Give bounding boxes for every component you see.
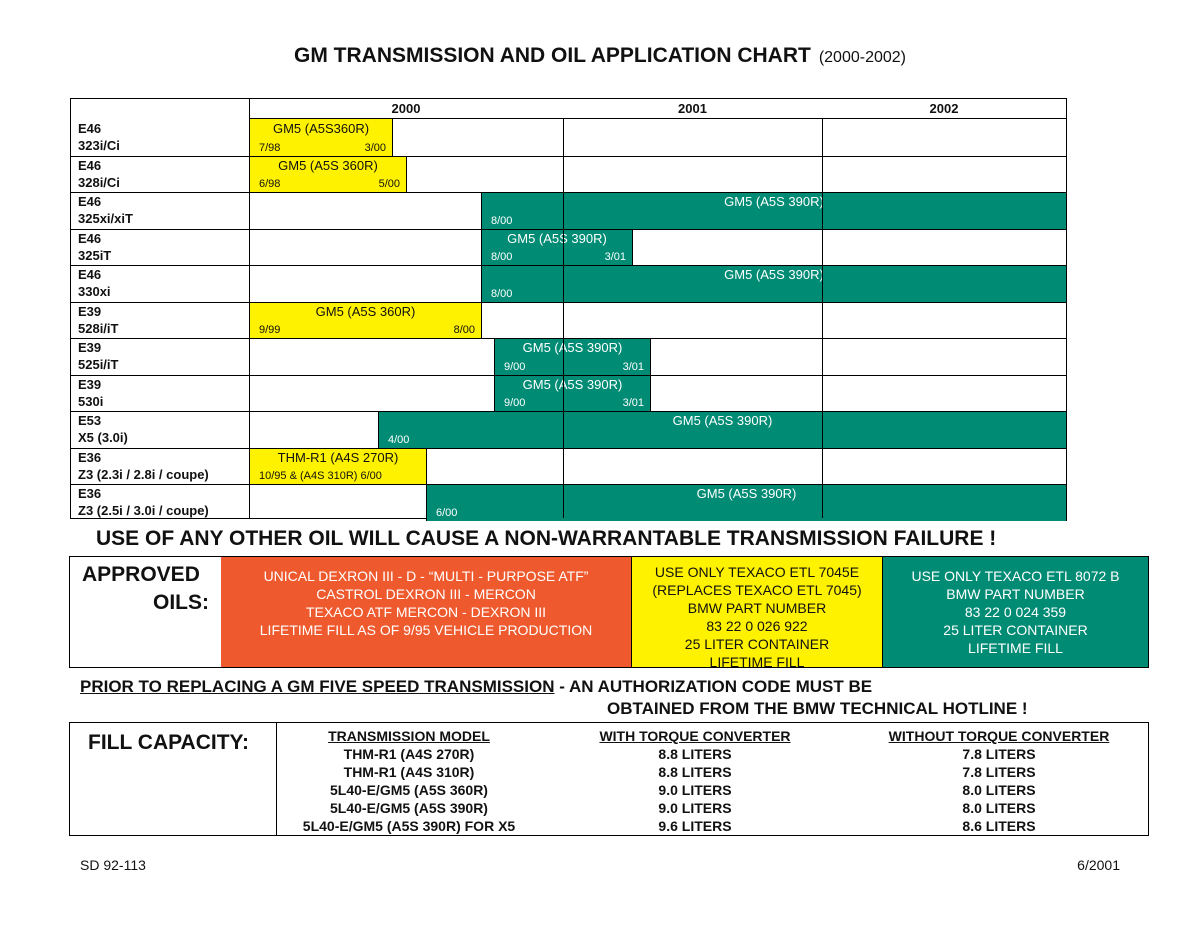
fill-cell: 7.8 LITERS — [962, 746, 1036, 762]
bar-transmission-name: GM5 (A5S 390R) — [507, 230, 607, 246]
bar-start-date: 6/00 — [436, 506, 458, 519]
doc-date: 6/2001 — [1077, 857, 1120, 873]
oil-line: LIFETIME FILL AS OF 9/95 VEHICLE PRODUCTION — [259, 622, 593, 638]
oil-line: LIFETIME FILL — [968, 640, 1063, 656]
fill-column-2 — [542, 727, 848, 835]
fill-capacity-label-cell — [70, 723, 277, 835]
transmission-bar — [249, 448, 427, 485]
fill-column-3 — [848, 727, 1150, 835]
model-code: E46 — [78, 267, 102, 282]
fill-cell: 7.8 LITERS — [962, 764, 1036, 780]
transmission-bar — [249, 156, 407, 193]
fill-cell: THM-R1 (A4S 270R) — [343, 746, 475, 762]
bar-transmission-name: GM5 (A5S 390R) — [724, 267, 824, 282]
bar-start-date: 9/00 — [504, 397, 526, 409]
bar-start-date: 6/98 — [259, 178, 281, 190]
model-code: E46 — [78, 121, 102, 136]
bar-end-date: 8/00 — [453, 324, 475, 336]
model-variant: 325xi/xiT — [78, 211, 133, 226]
fill-cell: THM-R1 (A4S 310R) — [343, 764, 475, 780]
approved-label: APPROVED — [82, 563, 200, 586]
bar-transmission-name: GM5 (A5S 390R) — [672, 413, 773, 428]
application-chart — [70, 98, 1067, 519]
model-variant: 328i/Ci — [78, 174, 120, 190]
row-divider — [71, 484, 1066, 485]
bar-transmission-name: GM5 (A5S 390R) — [522, 340, 623, 355]
row-label — [78, 157, 120, 191]
fill-cell: 9.0 LITERS — [658, 782, 732, 798]
year-header-2001: 2001 — [678, 101, 707, 116]
fill-capacity-label: FILL CAPACITY: — [88, 731, 249, 754]
model-variant: Z3 (2.3i / 2.8i / coupe) — [78, 466, 209, 482]
oil-box-etl-7045e — [631, 557, 883, 670]
oil-line: UNICAL DEXRON III - D - “MULTI - PURPOSE ATF” — [263, 568, 589, 584]
oil-line: BMW PART NUMBER — [946, 586, 1085, 602]
model-code: E53 — [78, 413, 102, 428]
row-divider — [71, 265, 1066, 266]
row-divider — [71, 375, 1066, 376]
bar-start-date: 9/00 — [504, 360, 526, 373]
bar-start-date: 8/00 — [491, 251, 513, 263]
approved-oils-table — [69, 556, 1149, 668]
row-divider — [71, 156, 1066, 157]
row-label — [78, 412, 128, 446]
bar-start-date: 7/98 — [259, 141, 281, 154]
bar-start-date: 4/00 — [388, 433, 410, 446]
transmission-bar — [481, 229, 633, 266]
notice-line-1 — [80, 677, 872, 697]
bar-end-date: 5/00 — [378, 178, 400, 190]
notice-line-2: OBTAINED FROM THE BMW TECHNICAL HOTLINE ! — [607, 699, 1028, 718]
title-years: (2000-2002) — [818, 49, 906, 66]
row-label — [78, 449, 209, 483]
oils-label: OILS: — [153, 591, 209, 614]
bar-transmission-name: GM5 (A5S 390R) — [724, 194, 824, 209]
oil-line: 83 22 0 024 359 — [964, 604, 1067, 620]
fill-cell: 5L40-E/GM5 (A5S 390R) FOR X5 — [302, 818, 516, 834]
bar-end-date: 3/01 — [622, 397, 644, 409]
column-divider — [249, 99, 250, 518]
oil-line: USE ONLY TEXACO ETL 7045E — [654, 564, 860, 580]
transmission-bar — [249, 302, 482, 339]
transmission-bar — [481, 265, 1067, 302]
fill-cell: 8.0 LITERS — [962, 782, 1036, 798]
transmission-bar — [378, 411, 1067, 448]
fill-column-header: WITHOUT TORQUE CONVERTER — [888, 728, 1110, 744]
model-variant: X5 (3.0i) — [78, 430, 128, 445]
oil-line: 25 LITER CONTAINER — [684, 636, 830, 652]
row-label — [78, 376, 103, 410]
bar-transmission-name: GM5 (A5S 360R) — [315, 303, 416, 319]
transmission-bar — [494, 375, 651, 412]
transmission-bar — [426, 484, 1067, 521]
model-code: E46 — [78, 194, 102, 209]
fill-column-header: TRANSMISSION MODEL — [328, 728, 490, 744]
row-label — [78, 339, 118, 373]
year-header-2002: 2002 — [929, 101, 959, 116]
row-label — [78, 120, 120, 154]
fill-cell: 9.0 LITERS — [658, 800, 732, 816]
oil-box-dexron — [221, 557, 631, 667]
approved-oils-label-cell — [70, 557, 222, 667]
fill-cell: 8.8 LITERS — [658, 746, 732, 762]
notice-underlined: PRIOR TO REPLACING A GM FIVE SPEED TRANSMISSION — [80, 677, 555, 696]
model-variant: 330xi — [78, 284, 111, 299]
fill-cell: 8.8 LITERS — [658, 764, 732, 780]
model-variant: 528i/iT — [78, 320, 119, 336]
model-code: E36 — [78, 449, 102, 465]
bar-start-date: 9/99 — [259, 324, 281, 336]
row-divider — [71, 448, 1066, 449]
model-variant: 525i/iT — [78, 357, 119, 372]
model-code: E39 — [78, 376, 102, 392]
column-divider — [563, 119, 564, 518]
row-divider — [71, 411, 1066, 412]
model-variant: 325iT — [78, 247, 112, 263]
bar-transmission-name: GM5 (A5S 360R) — [278, 157, 378, 173]
bar-end-date: 3/01 — [604, 251, 626, 263]
oil-box-etl-8072b — [883, 557, 1148, 667]
model-code: E46 — [78, 157, 102, 173]
oil-line: CASTROL DEXRON III - MERCON — [316, 586, 536, 602]
oil-line: (REPLACES TEXACO ETL 7045) — [652, 582, 862, 598]
fill-column-1 — [276, 727, 542, 835]
transmission-bar — [249, 119, 393, 156]
fill-cell: 9.6 LITERS — [658, 818, 732, 834]
row-divider — [71, 338, 1066, 339]
row-divider — [71, 302, 1066, 303]
model-code: E46 — [78, 230, 102, 246]
oil-line: BMW PART NUMBER — [687, 600, 827, 616]
fill-cell: 5L40-E/GM5 (A5S 360R) — [330, 782, 488, 798]
doc-number: SD 92-113 — [80, 857, 146, 873]
oil-line: TEXACO ATF MERCON - DEXRON III — [305, 604, 547, 620]
year-header-2000: 2000 — [391, 101, 421, 116]
row-label — [78, 266, 111, 300]
row-divider — [71, 192, 1066, 193]
bar-start-date: 8/00 — [491, 214, 513, 227]
model-code: E39 — [78, 340, 102, 355]
notice-rest: - AN AUTHORIZATION CODE MUST BE — [554, 677, 873, 696]
row-label — [78, 485, 209, 519]
oil-line: USE ONLY TEXACO ETL 8072 B — [911, 568, 1120, 584]
transmission-bar — [481, 192, 1067, 229]
bar-start-date: 10/95 & (A4S 310R) 6/00 — [259, 470, 382, 482]
transmission-bar — [494, 338, 651, 375]
page-title — [0, 44, 1200, 68]
fill-cell: 5L40-E/GM5 (A5S 390R) — [330, 800, 488, 816]
fill-column-header: WITH TORQUE CONVERTER — [599, 728, 791, 744]
bar-start-date: 8/00 — [491, 287, 513, 300]
row-label — [78, 193, 133, 227]
oil-line: LIFETIME FILL — [709, 654, 805, 670]
bar-transmission-name: THM-R1 (A4S 270R) — [277, 449, 399, 465]
row-label — [78, 230, 111, 264]
row-divider — [71, 229, 1066, 230]
fill-capacity-table — [69, 722, 1149, 836]
model-code: E36 — [78, 486, 102, 501]
model-variant: Z3 (2.5i / 3.0i / coupe) — [78, 503, 209, 518]
model-variant: 323i/Ci — [78, 138, 120, 153]
bar-transmission-name: GM5 (A5S 390R) — [522, 376, 623, 392]
row-label — [78, 303, 118, 337]
model-code: E39 — [78, 303, 102, 319]
bar-transmission-name: GM5 (A5S 390R) — [696, 486, 797, 501]
fill-cell: 8.0 LITERS — [962, 800, 1036, 816]
model-variant: 530i — [78, 393, 104, 409]
title-main: GM TRANSMISSION AND OIL APPLICATION CHART — [294, 44, 811, 67]
bar-transmission-name: GM5 (A5S360R) — [272, 121, 370, 136]
fill-cell: 8.6 LITERS — [962, 818, 1036, 834]
oil-line: 83 22 0 026 922 — [706, 618, 808, 634]
oil-line: 25 LITER CONTAINER — [943, 622, 1088, 638]
bar-end-date: 3/00 — [364, 141, 386, 154]
column-divider — [822, 119, 823, 518]
bar-end-date: 3/01 — [622, 360, 644, 373]
warning-text: USE OF ANY OTHER OIL WILL CAUSE A NON-WARRANTABLE TRANSMISSION FAILURE ! — [96, 527, 997, 550]
